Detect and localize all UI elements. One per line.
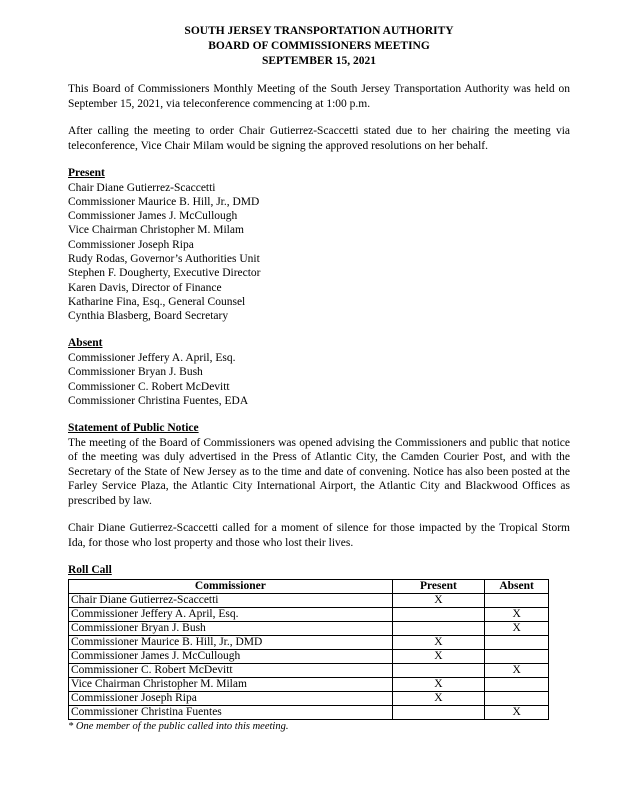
roll-call-heading: Roll Call (68, 564, 112, 577)
absent-mark: X (485, 607, 549, 621)
commissioner-name: Vice Chairman Christopher M. Milam (69, 677, 393, 691)
table-row (69, 593, 549, 607)
present-member: Commissioner James J. McCullough (68, 210, 238, 223)
absent-mark: X (485, 663, 549, 677)
commissioner-name: Commissioner Jeffery A. April, Esq. (69, 607, 393, 621)
present-mark: X (392, 677, 484, 691)
commissioner-name: Chair Diane Gutierrez-Scaccetti (69, 593, 393, 607)
header-meeting: BOARD OF COMMISSIONERS MEETING (208, 40, 430, 52)
public-notice-paragraph: The meeting of the Board of Commissioners was opened advising the Commissioners and public that notice of the meeting was duly advertised in the Press of Atlantic City, the Camden Courier Post, and with the Secretary of the State of New Jersey as to the time and date of convening. Notice has also been posted at the Farley Service Plaza, the Atlantic City International Airport, the Atlantic City and Blackwood Offices as prescribed by law. (68, 436, 570, 507)
commissioner-name: Commissioner Joseph Ripa (69, 691, 393, 705)
table-row (69, 663, 549, 677)
table-row (69, 649, 549, 663)
present-member: Chair Diane Gutierrez-Scaccetti (68, 181, 216, 194)
document-header (68, 24, 570, 69)
present-mark: X (392, 593, 484, 607)
table-row (69, 677, 549, 691)
absent-mark (485, 649, 549, 663)
header-date: SEPTEMBER 15, 2021 (261, 55, 377, 67)
present-member: Vice Chairman Christopher M. Milam (68, 224, 244, 237)
present-mark: X (392, 635, 484, 649)
present-mark: X (392, 691, 484, 705)
commissioner-name: Commissioner James J. McCullough (69, 649, 393, 663)
present-heading: Present (68, 167, 105, 179)
commissioner-name: Commissioner Bryan J. Bush (69, 621, 393, 635)
table-row (69, 635, 549, 649)
column-header-present: Present (392, 579, 484, 593)
present-list (68, 181, 570, 324)
table-header-row (69, 579, 549, 593)
present-member: Commissioner Maurice B. Hill, Jr., DMD (68, 195, 260, 208)
public-notice-heading: Statement of Public Notice (68, 422, 199, 435)
present-mark: X (392, 649, 484, 663)
calling-paragraph: After calling the meeting to order Chair Gutierrez-Scaccetti stated due to her chairing the meeting via teleconference, Vice Chair Milam would be signing the approved resolutions on her behalf. (68, 125, 570, 152)
present-member: Stephen F. Dougherty, Executive Director (68, 267, 261, 280)
intro-paragraph: This Board of Commissioners Monthly Meeting of the South Jersey Transportation Authority was held on September 15, 2021, via teleconference commencing at 1:00 p.m. (68, 83, 570, 110)
present-mark (392, 705, 484, 719)
column-header-commissioner: Commissioner (69, 579, 393, 593)
present-mark (392, 607, 484, 621)
absent-member: Commissioner Christina Fuentes, EDA (68, 394, 249, 407)
roll-call-table (68, 579, 549, 720)
silence-paragraph: Chair Diane Gutierrez-Scaccetti called for a moment of silence for those impacted by the Tropical Storm Ida, for those who lost property and those who lost their lives. (68, 522, 570, 549)
absent-member: Commissioner Bryan J. Bush (68, 366, 203, 379)
header-authority: SOUTH JERSEY TRANSPORTATION AUTHORITY (184, 25, 454, 37)
commissioner-name: Commissioner C. Robert McDevitt (69, 663, 393, 677)
present-member: Katharine Fina, Esq., General Counsel (68, 295, 246, 308)
present-member: Commissioner Joseph Ripa (68, 238, 194, 251)
commissioner-name: Commissioner Christina Fuentes (69, 705, 393, 719)
present-member: Karen Davis, Director of Finance (68, 281, 222, 294)
table-row (69, 621, 549, 635)
table-row (69, 607, 549, 621)
present-mark (392, 663, 484, 677)
absent-member: Commissioner Jeffery A. April, Esq. (68, 351, 236, 364)
absent-mark (485, 593, 549, 607)
absent-list (68, 351, 570, 408)
present-member: Rudy Rodas, Governor’s Authorities Unit (68, 252, 260, 265)
table-row (69, 705, 549, 719)
absent-mark: X (485, 621, 549, 635)
commissioner-name: Commissioner Maurice B. Hill, Jr., DMD (69, 635, 393, 649)
present-mark (392, 621, 484, 635)
absent-heading: Absent (68, 337, 103, 350)
roll-call-footnote: * One member of the public called into this meeting. (68, 720, 289, 732)
absent-mark (485, 677, 549, 691)
table-row (69, 691, 549, 705)
absent-mark: X (485, 705, 549, 719)
absent-member: Commissioner C. Robert McDevitt (68, 380, 230, 393)
present-member: Cynthia Blasberg, Board Secretary (68, 310, 229, 323)
column-header-absent: Absent (485, 579, 549, 593)
absent-mark (485, 691, 549, 705)
absent-mark (485, 635, 549, 649)
